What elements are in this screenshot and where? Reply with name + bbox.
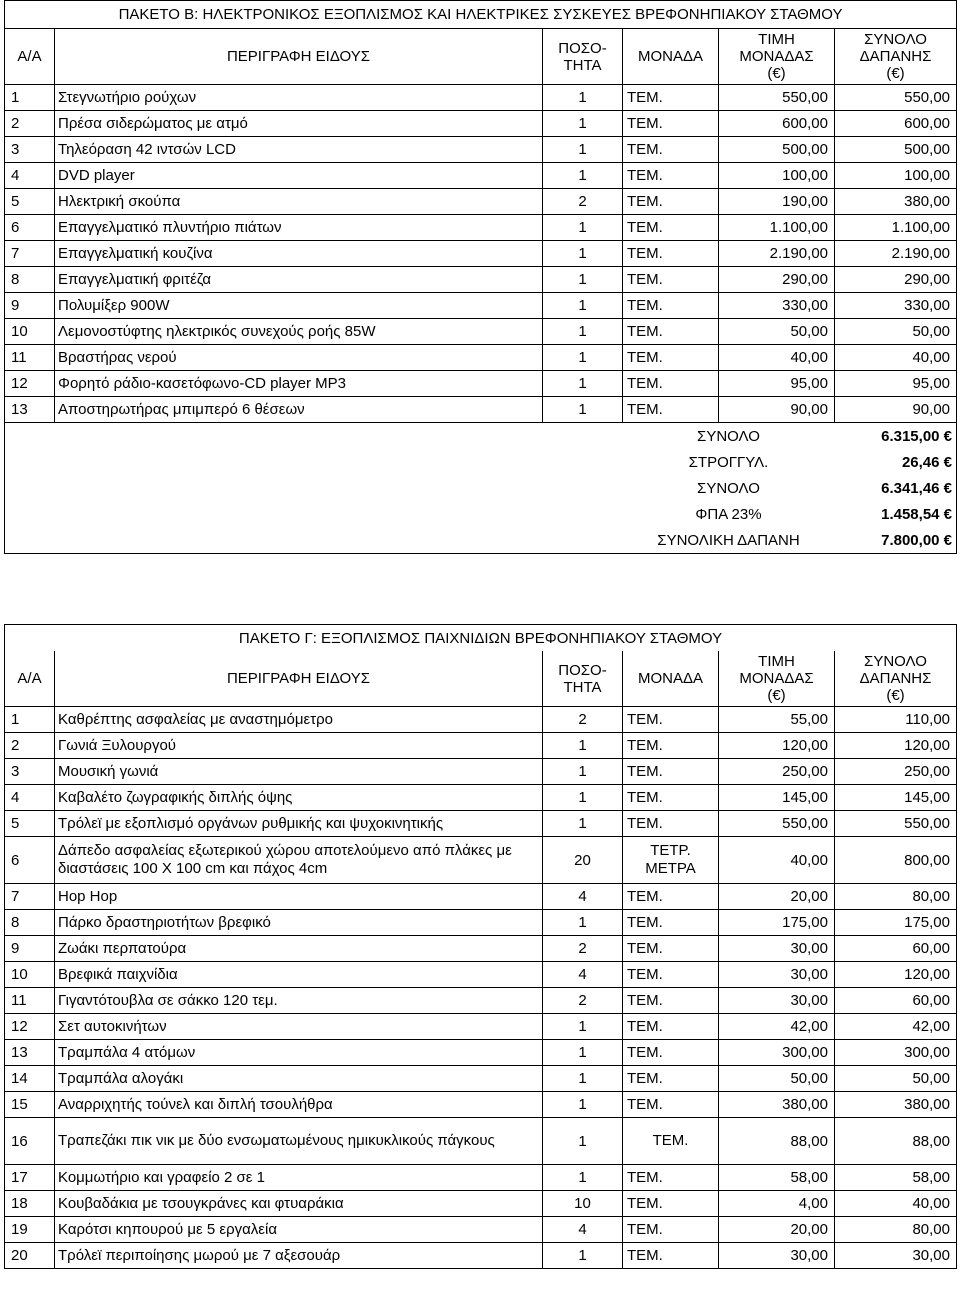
summary-label: ΦΠΑ 23% <box>695 505 762 523</box>
package-g-table <box>4 624 957 1269</box>
euro-symbol: € <box>943 531 953 549</box>
item-unit: ΤΕΤΡ. ΜΕΤΡΑ <box>623 837 719 884</box>
summary-value <box>835 527 957 554</box>
item-quantity: 1 <box>543 733 623 759</box>
summary-label: ΣΥΝΟΛΟ <box>697 479 760 497</box>
item-unit-price: 30,00 <box>719 1243 835 1269</box>
table-row <box>5 1243 957 1269</box>
row-number: 14 <box>5 1066 55 1092</box>
row-number: 1 <box>5 85 55 111</box>
row-number: 15 <box>5 1092 55 1118</box>
item-unit-price: 100,00 <box>719 163 835 189</box>
header-unit-price: ΤΙΜΗ ΜΟΝΑΔΑΣ (€) <box>719 651 835 707</box>
row-number: 4 <box>5 785 55 811</box>
item-total: 58,00 <box>835 1165 957 1191</box>
summary-label: ΣΤΡΟΓΓΥΛ. <box>688 453 769 471</box>
item-unit-price: 120,00 <box>719 733 835 759</box>
item-unit-price: 20,00 <box>719 884 835 910</box>
header-quantity: ΠΟΣΟ- ΤΗΤΑ <box>543 651 623 707</box>
row-number: 5 <box>5 811 55 837</box>
item-total: 500,00 <box>835 137 957 163</box>
item-unit-price: 300,00 <box>719 1040 835 1066</box>
item-description: Γωνιά Ξυλουργού <box>55 733 543 759</box>
item-quantity: 1 <box>543 267 623 293</box>
summary-amount: 6.315,00 <box>881 427 940 445</box>
item-total: 30,00 <box>835 1243 957 1269</box>
package-g-title: ΠΑΚΕΤΟ Γ: ΕΞΟΠΛΙΣΜΟΣ ΠΑΙΧΝΙΔΙΩΝ ΒΡΕΦΟΝΗΠΙΑΚΟΥ ΣΤΑΘΜΟΥ <box>5 625 957 652</box>
item-unit: ΤΕΜ. <box>623 1092 719 1118</box>
item-unit: ΤΕΜ. <box>623 111 719 137</box>
item-description: Πρέσα σιδερώματος με ατμό <box>55 111 543 137</box>
item-unit: ΤΕΜ. <box>623 1040 719 1066</box>
item-unit: ΤΕΜ. <box>623 1217 719 1243</box>
item-total: 60,00 <box>835 988 957 1014</box>
row-number: 3 <box>5 137 55 163</box>
item-unit: ΤΕΜ. <box>623 319 719 345</box>
item-total: 42,00 <box>835 1014 957 1040</box>
item-total: 290,00 <box>835 267 957 293</box>
item-description: Στεγνωτήριο ρούχων <box>55 85 543 111</box>
item-total: 120,00 <box>835 962 957 988</box>
item-unit: ΤΕΜ. <box>623 910 719 936</box>
item-unit: ΤΕΜ. <box>623 988 719 1014</box>
row-number: 7 <box>5 241 55 267</box>
summary-value <box>835 423 957 450</box>
item-quantity: 1 <box>543 1066 623 1092</box>
item-description: Καθρέπτης ασφαλείας με αναστημόμετρο <box>55 707 543 733</box>
item-unit-price: 20,00 <box>719 1217 835 1243</box>
item-unit: ΤΕΜ. <box>623 1165 719 1191</box>
row-number: 9 <box>5 936 55 962</box>
item-unit-price: 380,00 <box>719 1092 835 1118</box>
item-total: 40,00 <box>835 345 957 371</box>
item-unit: ΤΕΜ. <box>623 241 719 267</box>
item-quantity: 1 <box>543 163 623 189</box>
item-quantity: 10 <box>543 1191 623 1217</box>
item-description: Τρόλεϊ περιποίησης μωρού με 7 αξεσουάρ <box>55 1243 543 1269</box>
item-unit: ΤΕΜ. <box>623 707 719 733</box>
item-description: Λεμονοστύφτης ηλεκτρικός συνεχούς ροής 85W <box>55 319 543 345</box>
item-unit: ΤΕΜ. <box>623 137 719 163</box>
item-quantity: 1 <box>543 111 623 137</box>
table-row <box>5 1014 957 1040</box>
item-description: Επαγγελματικό πλυντήριο πιάτων <box>55 215 543 241</box>
item-unit-price: 145,00 <box>719 785 835 811</box>
summary-row <box>5 423 957 450</box>
table-row <box>5 371 957 397</box>
header-unit: ΜΟΝΑΔΑ <box>623 651 719 707</box>
item-unit: ΤΕΜ. <box>623 733 719 759</box>
item-quantity: 2 <box>543 189 623 215</box>
summary-blank <box>5 423 623 554</box>
item-total: 175,00 <box>835 910 957 936</box>
item-description: Τηλεόραση 42 ιντσών LCD <box>55 137 543 163</box>
table-row <box>5 189 957 215</box>
item-total: 380,00 <box>835 189 957 215</box>
header-aa: Α/Α <box>5 29 55 85</box>
item-description: Σετ αυτοκινήτων <box>55 1014 543 1040</box>
item-description: Φορητό ράδιο-κασετόφωνο-CD player MP3 <box>55 371 543 397</box>
table-row <box>5 962 957 988</box>
item-description: Κουβαδάκια με τσουγκράνες και φτυαράκια <box>55 1191 543 1217</box>
item-description: Επαγγελματική κουζίνα <box>55 241 543 267</box>
item-unit: ΤΕΜ. <box>623 163 719 189</box>
item-description: Δάπεδο ασφαλείας εξωτερικού χώρου αποτελούμενο από πλάκες με διαστάσεις 100 Χ 100 cm και πάχος 4cm <box>55 837 543 884</box>
table-row <box>5 1066 957 1092</box>
item-quantity: 1 <box>543 1014 623 1040</box>
item-unit-price: 550,00 <box>719 811 835 837</box>
table-row <box>5 811 957 837</box>
item-unit-price: 50,00 <box>719 1066 835 1092</box>
row-number: 8 <box>5 910 55 936</box>
table-row <box>5 1165 957 1191</box>
item-quantity: 1 <box>543 910 623 936</box>
item-total: 50,00 <box>835 1066 957 1092</box>
table-row <box>5 267 957 293</box>
item-total: 600,00 <box>835 111 957 137</box>
item-quantity: 2 <box>543 988 623 1014</box>
item-description: Τραμπάλα 4 ατόμων <box>55 1040 543 1066</box>
table-row <box>5 215 957 241</box>
item-description: Ηλεκτρική σκούπα <box>55 189 543 215</box>
summary-amount: 26,46 <box>901 453 940 471</box>
item-description: Τρόλεϊ με εξοπλισμό οργάνων ρυθμικής και ψυχοκινητικής <box>55 811 543 837</box>
table-row <box>5 733 957 759</box>
row-number: 11 <box>5 345 55 371</box>
item-quantity: 1 <box>543 1118 623 1165</box>
item-unit-price: 40,00 <box>719 837 835 884</box>
item-description: Πάρκο δραστηριοτήτων βρεφικό <box>55 910 543 936</box>
item-quantity: 1 <box>543 1092 623 1118</box>
item-total: 40,00 <box>835 1191 957 1217</box>
item-quantity: 1 <box>543 215 623 241</box>
item-total: 50,00 <box>835 319 957 345</box>
table-row <box>5 1092 957 1118</box>
table-row <box>5 1217 957 1243</box>
item-unit: ΤΕΜ. <box>623 811 719 837</box>
header-description: ΠΕΡΙΓΡΑΦΗ ΕΙΔΟΥΣ <box>55 651 543 707</box>
row-number: 12 <box>5 1014 55 1040</box>
item-total: 80,00 <box>835 1217 957 1243</box>
item-unit-price: 90,00 <box>719 397 835 423</box>
item-unit: ΤΕΜ. <box>623 397 719 423</box>
summary-label: ΣΥΝΟΛΟ <box>697 427 760 445</box>
item-total: 550,00 <box>835 811 957 837</box>
row-number: 2 <box>5 111 55 137</box>
item-unit: ΤΕΜ. <box>623 962 719 988</box>
item-total: 800,00 <box>835 837 957 884</box>
row-number: 6 <box>5 837 55 884</box>
package-b-title: ΠΑΚΕΤΟ Β: ΗΛΕΚΤΡΟΝΙΚΟΣ ΕΞΟΠΛΙΣΜΟΣ ΚΑΙ ΗΛΕΚΤΡΙΚΕΣ ΣΥΣΚΕΥΕΣ ΒΡΕΦΟΝΗΠΙΑΚΟΥ ΣΤΑΘΜΟΥ <box>5 1 957 29</box>
table-header <box>5 29 957 85</box>
item-unit: ΤΕΜ. <box>623 1243 719 1269</box>
item-unit: ΤΕΜ. <box>623 85 719 111</box>
table-row <box>5 397 957 423</box>
item-quantity: 1 <box>543 293 623 319</box>
item-unit: ΤΕΜ. <box>623 884 719 910</box>
item-description: Αναρριχητής τούνελ και διπλή τσουλήθρα <box>55 1092 543 1118</box>
item-total: 250,00 <box>835 759 957 785</box>
item-unit: ΤΕΜ. <box>623 1014 719 1040</box>
item-total: 100,00 <box>835 163 957 189</box>
item-unit-price: 58,00 <box>719 1165 835 1191</box>
item-unit-price: 175,00 <box>719 910 835 936</box>
item-description: Αποστηρωτήρας μπιμπερό 6 θέσεων <box>55 397 543 423</box>
item-unit-price: 250,00 <box>719 759 835 785</box>
summary-value <box>835 501 957 527</box>
item-quantity: 1 <box>543 1165 623 1191</box>
table-row <box>5 241 957 267</box>
table-row <box>5 85 957 111</box>
item-description: Βρεφικά παιχνίδια <box>55 962 543 988</box>
item-description: Ζωάκι περπατούρα <box>55 936 543 962</box>
item-description: Μουσική γωνιά <box>55 759 543 785</box>
row-number: 7 <box>5 884 55 910</box>
item-unit-price: 55,00 <box>719 707 835 733</box>
table-row <box>5 1040 957 1066</box>
item-total: 330,00 <box>835 293 957 319</box>
header-description: ΠΕΡΙΓΡΑΦΗ ΕΙΔΟΥΣ <box>55 29 543 85</box>
item-total: 1.100,00 <box>835 215 957 241</box>
summary-amount: 1.458,54 <box>881 505 940 523</box>
item-total: 95,00 <box>835 371 957 397</box>
item-unit-price: 2.190,00 <box>719 241 835 267</box>
item-unit: ΤΕΜ. <box>623 371 719 397</box>
item-unit: ΤΕΜ. <box>623 345 719 371</box>
table-row <box>5 910 957 936</box>
header-unit: ΜΟΝΑΔΑ <box>623 29 719 85</box>
header-aa: Α/Α <box>5 651 55 707</box>
table-row <box>5 293 957 319</box>
row-number: 4 <box>5 163 55 189</box>
item-description: Hop Hop <box>55 884 543 910</box>
item-unit-price: 500,00 <box>719 137 835 163</box>
item-quantity: 1 <box>543 397 623 423</box>
item-description: Πολυμίξερ 900W <box>55 293 543 319</box>
summary-amount: 7.800,00 <box>881 531 940 549</box>
item-total: 90,00 <box>835 397 957 423</box>
row-number: 13 <box>5 1040 55 1066</box>
item-description: Βραστήρας νερού <box>55 345 543 371</box>
item-description: Γιγαντότουβλα σε σάκκο 120 τεμ. <box>55 988 543 1014</box>
item-unit-price: 4,00 <box>719 1191 835 1217</box>
item-unit-price: 95,00 <box>719 371 835 397</box>
summary-label: ΣΥΝΟΛΙΚΗ ΔΑΠΑΝΗ <box>623 527 835 554</box>
item-total: 80,00 <box>835 884 957 910</box>
summary-amount: 6.341,46 <box>881 479 940 497</box>
item-unit: ΤΕΜ. <box>623 1118 719 1165</box>
row-number: 8 <box>5 267 55 293</box>
row-number: 9 <box>5 293 55 319</box>
item-unit-price: 30,00 <box>719 962 835 988</box>
item-quantity: 1 <box>543 785 623 811</box>
table-row <box>5 163 957 189</box>
item-description: Τραπεζάκι πικ νικ με δύο ενσωματωμένους ημικυκλικούς πάγκους <box>55 1118 543 1165</box>
item-unit-price: 30,00 <box>719 988 835 1014</box>
item-total: 300,00 <box>835 1040 957 1066</box>
summary-value <box>835 475 957 501</box>
header-unit-price: ΤΙΜΗ ΜΟΝΑΔΑΣ (€) <box>719 29 835 85</box>
item-total: 550,00 <box>835 85 957 111</box>
row-number: 5 <box>5 189 55 215</box>
item-quantity: 1 <box>543 137 623 163</box>
row-number: 20 <box>5 1243 55 1269</box>
item-unit: ΤΕΜ. <box>623 293 719 319</box>
item-quantity: 1 <box>543 85 623 111</box>
item-quantity: 1 <box>543 759 623 785</box>
item-description: Τραμπάλα αλογάκι <box>55 1066 543 1092</box>
table-row <box>5 345 957 371</box>
table-row <box>5 988 957 1014</box>
item-unit: ΤΕΜ. <box>623 1191 719 1217</box>
item-quantity: 1 <box>543 319 623 345</box>
item-total: 88,00 <box>835 1118 957 1165</box>
table-row <box>5 137 957 163</box>
item-unit-price: 290,00 <box>719 267 835 293</box>
header-total: ΣΥΝΟΛΟ ΔΑΠΑΝΗΣ (€) <box>835 29 957 85</box>
table-row <box>5 837 957 884</box>
header-total: ΣΥΝΟΛΟ ΔΑΠΑΝΗΣ (€) <box>835 651 957 707</box>
item-description: Καρότσι κηπουρού με 5 εργαλεία <box>55 1217 543 1243</box>
item-unit-price: 550,00 <box>719 85 835 111</box>
item-unit-price: 30,00 <box>719 936 835 962</box>
item-description: Επαγγελματική φριτέζα <box>55 267 543 293</box>
item-unit: ΤΕΜ. <box>623 785 719 811</box>
item-total: 120,00 <box>835 733 957 759</box>
table-row <box>5 936 957 962</box>
item-total: 145,00 <box>835 785 957 811</box>
item-unit: ΤΕΜ. <box>623 189 719 215</box>
table-row <box>5 759 957 785</box>
item-quantity: 2 <box>543 707 623 733</box>
item-quantity: 4 <box>543 962 623 988</box>
item-description: Καβαλέτο ζωγραφικής διπλής όψης <box>55 785 543 811</box>
item-quantity: 1 <box>543 1040 623 1066</box>
row-number: 6 <box>5 215 55 241</box>
item-total: 60,00 <box>835 936 957 962</box>
item-quantity: 2 <box>543 936 623 962</box>
item-quantity: 4 <box>543 884 623 910</box>
item-unit-price: 600,00 <box>719 111 835 137</box>
package-b-table <box>4 0 957 554</box>
item-unit-price: 88,00 <box>719 1118 835 1165</box>
row-number: 11 <box>5 988 55 1014</box>
euro-symbol: € <box>943 505 953 523</box>
item-quantity: 4 <box>543 1217 623 1243</box>
item-unit-price: 190,00 <box>719 189 835 215</box>
item-unit-price: 40,00 <box>719 345 835 371</box>
item-quantity: 1 <box>543 1243 623 1269</box>
item-unit: ΤΕΜ. <box>623 936 719 962</box>
item-quantity: 1 <box>543 811 623 837</box>
item-quantity: 1 <box>543 371 623 397</box>
item-unit-price: 330,00 <box>719 293 835 319</box>
item-unit-price: 42,00 <box>719 1014 835 1040</box>
item-total: 2.190,00 <box>835 241 957 267</box>
row-number: 2 <box>5 733 55 759</box>
row-number: 1 <box>5 707 55 733</box>
item-quantity: 20 <box>543 837 623 884</box>
header-quantity: ΠΟΣΟ- ΤΗΤΑ <box>543 29 623 85</box>
table-header <box>5 651 957 707</box>
row-number: 12 <box>5 371 55 397</box>
item-unit-price: 1.100,00 <box>719 215 835 241</box>
row-number: 16 <box>5 1118 55 1165</box>
item-unit-price: 50,00 <box>719 319 835 345</box>
table-row <box>5 707 957 733</box>
row-number: 17 <box>5 1165 55 1191</box>
summary-value <box>835 449 957 475</box>
row-number: 19 <box>5 1217 55 1243</box>
item-unit: ΤΕΜ. <box>623 267 719 293</box>
euro-symbol: € <box>943 427 953 445</box>
item-total: 110,00 <box>835 707 957 733</box>
euro-symbol: € <box>943 453 953 471</box>
row-number: 10 <box>5 319 55 345</box>
item-description: DVD player <box>55 163 543 189</box>
item-quantity: 1 <box>543 241 623 267</box>
row-number: 3 <box>5 759 55 785</box>
item-unit: ΤΕΜ. <box>623 759 719 785</box>
table-row <box>5 319 957 345</box>
row-number: 10 <box>5 962 55 988</box>
item-quantity: 1 <box>543 345 623 371</box>
table-row <box>5 111 957 137</box>
item-unit: ΤΕΜ. <box>623 215 719 241</box>
table-row <box>5 1191 957 1217</box>
row-number: 18 <box>5 1191 55 1217</box>
item-unit: ΤΕΜ. <box>623 1066 719 1092</box>
table-row <box>5 884 957 910</box>
table-row <box>5 1118 957 1165</box>
table-row <box>5 785 957 811</box>
row-number: 13 <box>5 397 55 423</box>
euro-symbol: € <box>943 479 953 497</box>
item-total: 380,00 <box>835 1092 957 1118</box>
item-description: Κομμωτήριο και γραφείο 2 σε 1 <box>55 1165 543 1191</box>
